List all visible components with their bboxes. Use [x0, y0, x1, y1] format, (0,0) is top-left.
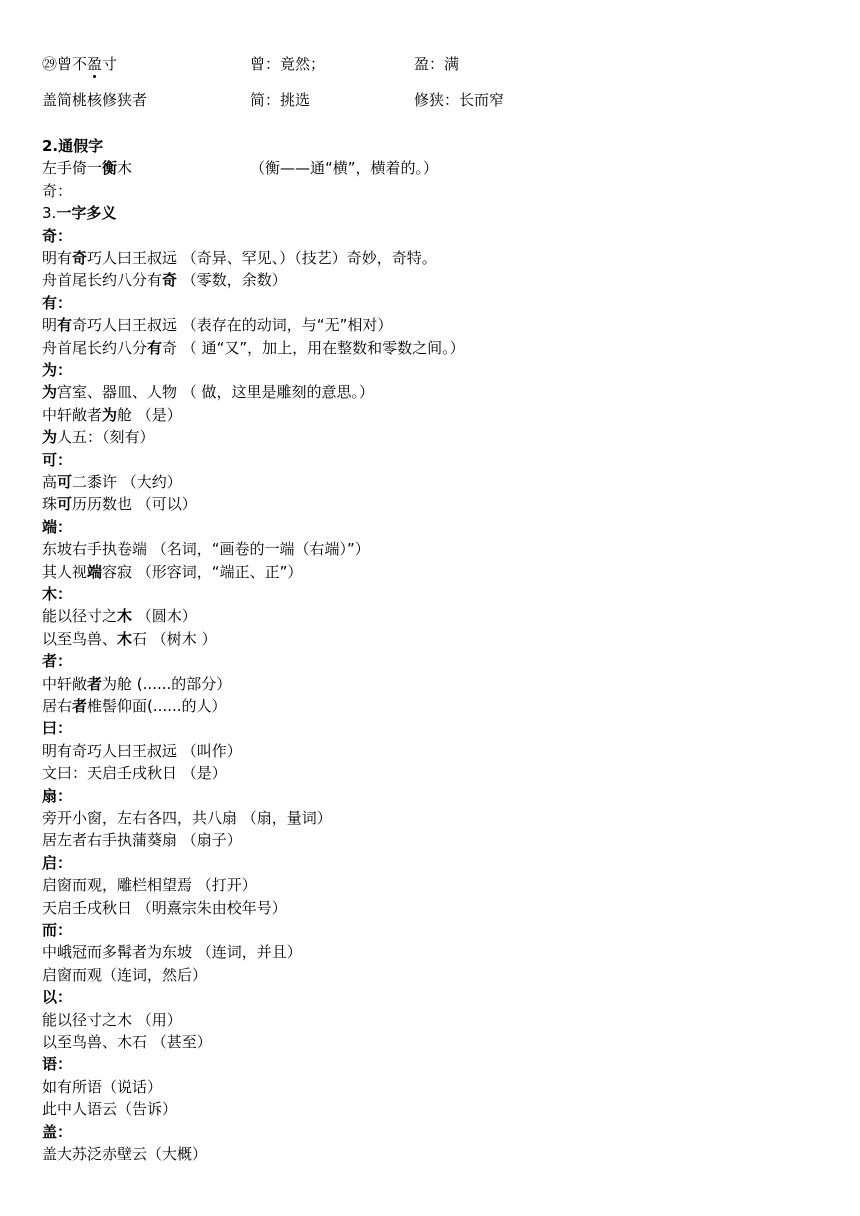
- vocab-term: [42, 53, 117, 75]
- text: 能以径寸之木 （用）: [42, 1010, 182, 1029]
- bold-text: 木: [117, 629, 133, 648]
- text: 中峨冠而多髯者为东坡 （连词，并且）: [42, 943, 302, 962]
- text: 如有所语（说话）: [42, 1077, 163, 1096]
- text: 左手倚一: [42, 159, 103, 178]
- term-text: 寸: [102, 55, 118, 73]
- bold-text: 衡: [102, 159, 118, 178]
- section-heading: [42, 202, 116, 224]
- bold-text: 以：: [42, 988, 73, 1007]
- note-entry: [42, 157, 439, 179]
- bold-text: 有：: [42, 293, 73, 312]
- text: 天启壬戌秋日 （明熹宗朱由校年号）: [42, 898, 287, 917]
- text: 此中人语云（告诉）: [42, 1100, 178, 1119]
- text: 盖大苏泛赤壁云（大概）: [42, 1145, 208, 1163]
- bold-text: 端：: [42, 517, 73, 536]
- text: 人五：（刻有）: [57, 428, 155, 447]
- section-heading: [42, 225, 72, 247]
- bold-text: 为: [42, 428, 58, 447]
- note-entry: [42, 337, 465, 359]
- note-entry: [42, 426, 155, 448]
- bold-text: 奇：: [42, 226, 73, 245]
- text: 奇：: [42, 181, 73, 200]
- note-entry: [42, 941, 302, 963]
- note-entry: [42, 561, 302, 583]
- bold-text: 可: [57, 473, 73, 491]
- text: 容寂 （形容词，“端正、正”）: [102, 562, 303, 581]
- note-entry: [42, 1076, 162, 1098]
- text: 文曰：天启壬戌秋日 （是）: [42, 764, 227, 783]
- note-entry: [42, 404, 182, 426]
- text: 木: [117, 159, 133, 178]
- bold-text: 为: [42, 383, 58, 402]
- section-heading: [42, 1053, 72, 1075]
- bold-text: 语：: [42, 1055, 73, 1074]
- note-entry: [42, 314, 392, 336]
- text: 奇巧人曰王叔远 （表存在的动词，与“无”相对）: [72, 316, 393, 335]
- note-entry: [42, 381, 374, 403]
- note-entry: [42, 1031, 212, 1053]
- bold-text: 者: [87, 674, 103, 693]
- text: 高: [42, 473, 58, 491]
- text: 舟首尾长约八分: [42, 338, 148, 357]
- note-entry: [42, 897, 287, 919]
- note-entry: [42, 829, 242, 851]
- bold-text: 一字多义: [56, 204, 117, 223]
- note-entry: [42, 964, 207, 986]
- section-heading: [42, 986, 72, 1008]
- text: 舟首尾长约八分有: [42, 271, 163, 290]
- bold-text: 端: [87, 562, 103, 581]
- bold-text: 为：: [42, 361, 73, 379]
- note-entry: [42, 762, 227, 784]
- section-heading: [42, 1121, 72, 1143]
- note-entry: [42, 874, 257, 896]
- text: 能以径寸之: [42, 607, 118, 626]
- text: 以至鸟兽、木石 （甚至）: [42, 1033, 212, 1051]
- bold-text: 可: [57, 495, 73, 514]
- section-heading: [42, 717, 72, 739]
- text: 东坡右手执卷端 （名词，“画卷的一端（右端）”）: [42, 540, 370, 559]
- text: 珠: [42, 495, 58, 514]
- bold-text: 可：: [42, 450, 73, 469]
- text: 居左者右手执蒲葵扇 （扇子）: [42, 831, 242, 850]
- note-entry: [42, 269, 287, 291]
- section-heading: [42, 449, 72, 471]
- text: （圆木）: [132, 607, 197, 626]
- note-entry: [42, 471, 182, 493]
- vocab-definition: 修狭：长而窄: [414, 91, 505, 109]
- note-entry: [42, 605, 197, 627]
- bold-text: 木: [117, 607, 133, 626]
- vocab-definition: 曾：竟然；: [250, 55, 326, 73]
- text: 历历数也 （可以）: [72, 495, 197, 514]
- section-heading: [42, 785, 72, 807]
- bold-text: 有: [147, 338, 163, 357]
- text: 宫室、器皿、人物 （ 做，这里是雕刻的意思。）: [57, 383, 375, 402]
- note-entry: [42, 180, 72, 202]
- note-entry: [42, 807, 332, 829]
- note-entry: [42, 493, 197, 515]
- note-entry: [42, 247, 437, 269]
- text: 巧人曰王叔远 （奇异、罕见、）（技艺）奇妙，奇特。: [87, 249, 437, 267]
- vocab-term: 盖简桃核修狭者: [42, 91, 148, 109]
- text: 以至鸟兽、: [42, 629, 118, 648]
- term-text: ㉙曾不: [42, 55, 88, 73]
- text: 二黍许 （大约）: [72, 473, 182, 491]
- text: 中轩敞: [42, 674, 88, 693]
- note-entry: [42, 1143, 207, 1165]
- text: 明有: [42, 249, 73, 267]
- bold-text: 盖：: [42, 1122, 73, 1141]
- text: 其人视: [42, 562, 88, 581]
- bold-text: 扇：: [42, 786, 73, 805]
- note-entry: [42, 538, 370, 560]
- bold-text: 曰：: [42, 719, 73, 738]
- text: 启窗而观（连词，然后）: [42, 965, 208, 984]
- vocab-definition: 简：挑选: [250, 91, 311, 109]
- note-entry: [42, 1098, 177, 1120]
- bold-text: 奇: [72, 249, 88, 267]
- section-heading: [42, 650, 72, 672]
- vocab-definition: 盈：满: [414, 55, 460, 73]
- bold-text: 者: [72, 697, 88, 715]
- note-entry: [42, 673, 231, 695]
- dotted-char: 盈: [87, 55, 103, 73]
- section-heading: [42, 852, 72, 874]
- note-gloss: （衡——通“横”，横着的。）: [250, 159, 439, 178]
- section-heading: [42, 583, 72, 605]
- bold-text: 者：: [42, 652, 73, 671]
- bold-text: 奇: [162, 271, 178, 290]
- text: （零数，余数）: [177, 271, 287, 290]
- text: 明: [42, 316, 58, 335]
- note-entry: [42, 628, 217, 650]
- bold-text: 木：: [42, 585, 73, 603]
- text: 舱 （是）: [117, 405, 182, 424]
- bold-text: 为: [102, 405, 118, 424]
- note-entry: [42, 695, 227, 717]
- section-heading: [42, 135, 103, 157]
- text: 3.: [42, 204, 57, 223]
- section-heading: [42, 292, 72, 314]
- bold-text: 2.通假字: [42, 137, 104, 155]
- text: 明有奇巧人曰王叔远 （叫作）: [42, 741, 242, 760]
- bold-text: 启：: [42, 853, 73, 872]
- text: 中轩敞者: [42, 405, 103, 424]
- note-entry: [42, 740, 242, 762]
- text: 奇 （ 通“又”，加上，用在整数和零数之间。）: [162, 338, 465, 357]
- bold-text: 而：: [42, 921, 73, 939]
- text: 旁开小窗，左右各四，共八扇 （扇，量词）: [42, 809, 332, 827]
- text: 为舱 (......的部分）: [102, 674, 232, 693]
- bold-text: 有: [57, 316, 73, 335]
- text: 椎髻仰面(......的人）: [87, 697, 227, 715]
- text: 居右: [42, 697, 73, 715]
- section-heading: [42, 919, 72, 941]
- section-heading: [42, 359, 72, 381]
- text: 石 （树木 ）: [132, 629, 217, 648]
- text: 启窗而观，雕栏相望焉 （打开）: [42, 876, 257, 895]
- note-entry: [42, 1009, 182, 1031]
- section-heading: [42, 516, 72, 538]
